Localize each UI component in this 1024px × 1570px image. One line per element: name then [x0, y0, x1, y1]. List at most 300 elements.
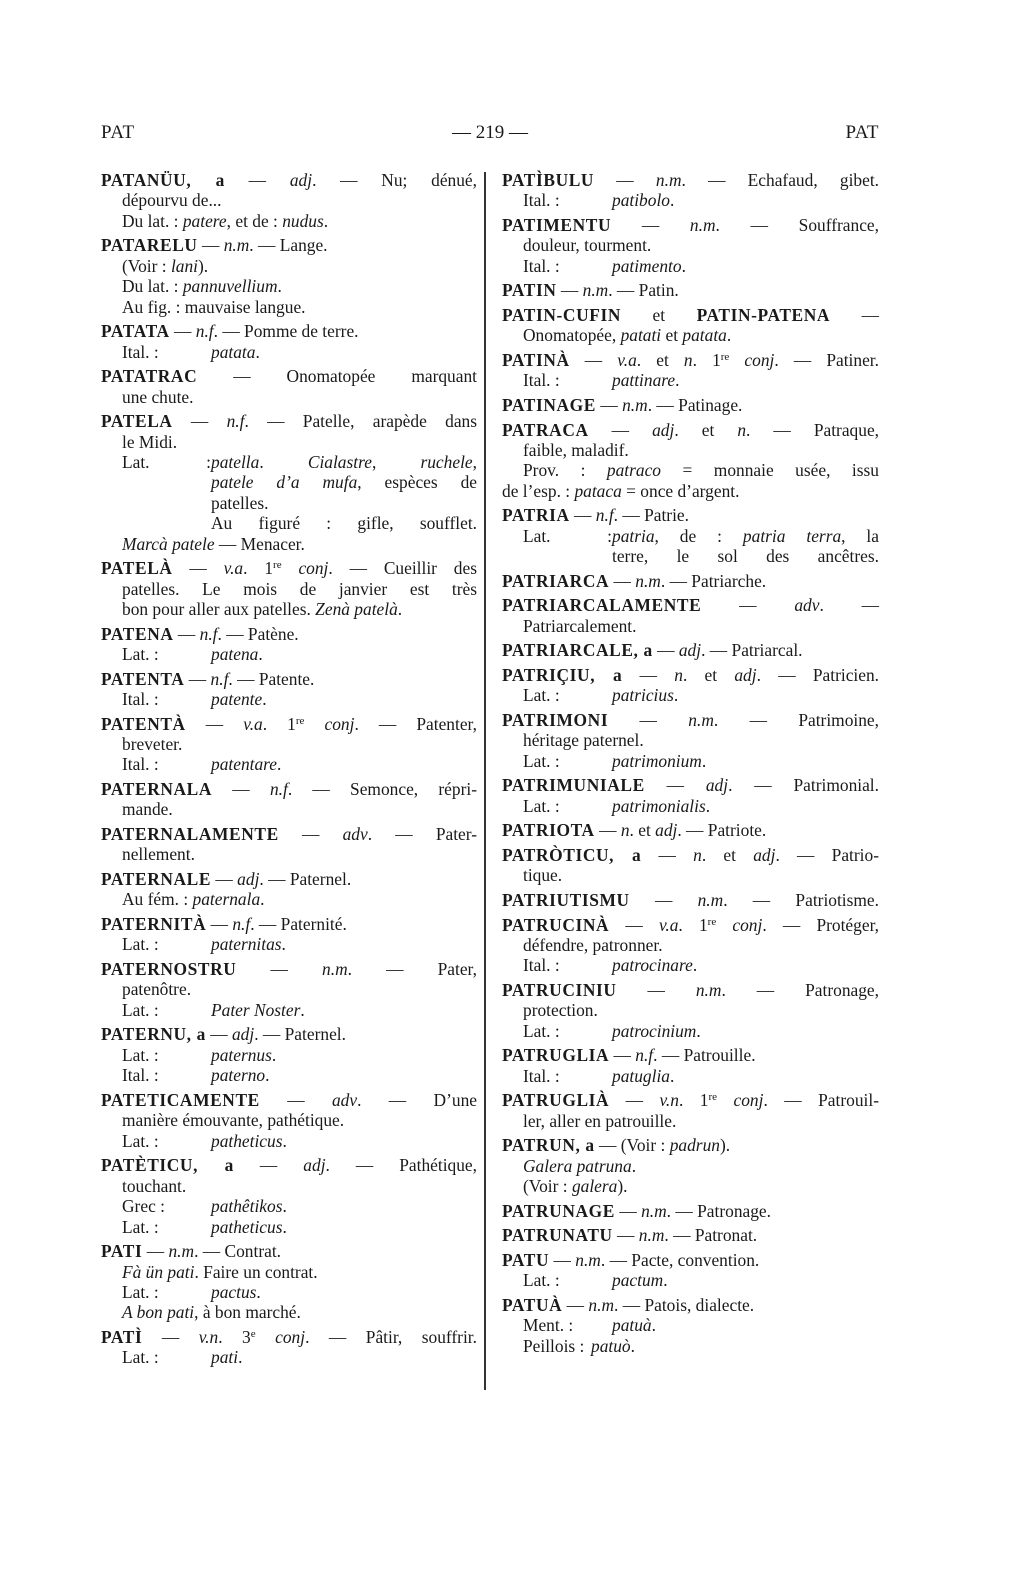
italic-text: patraco	[606, 460, 661, 481]
dictionary-entry	[101, 669, 477, 710]
italic-text: n.m	[168, 1241, 195, 1262]
entry-line	[101, 493, 477, 513]
text: — Onomatopée marquant	[197, 366, 477, 387]
dictionary-entry	[101, 1155, 477, 1237]
entry-headline	[101, 170, 477, 190]
italic-text: patricius	[612, 685, 674, 706]
etymology-label: Lat. :	[122, 999, 159, 1020]
entry-headline	[502, 280, 879, 300]
italic-text: paterno	[211, 1065, 266, 1086]
italic-text: n.m	[641, 1200, 667, 1221]
text: Au fig. : mauvaise langue.	[122, 296, 306, 317]
headword: PATENTÀ	[101, 713, 186, 734]
italic-text: n.m	[582, 280, 609, 301]
etymology-label: Lat. :	[122, 1130, 159, 1151]
text: —	[616, 980, 696, 1000]
text: .	[260, 889, 265, 910]
italic-text: n.f	[595, 505, 614, 526]
text: ,	[472, 452, 477, 473]
entry-line	[502, 685, 879, 705]
text: .	[692, 955, 698, 976]
text: . — Patenter,	[354, 713, 477, 734]
text: . — Patronage,	[721, 980, 879, 1000]
column-divider	[484, 172, 486, 1390]
etymology-label: Lat. :	[122, 452, 211, 473]
running-head	[101, 122, 879, 150]
entry-headline	[502, 505, 879, 525]
text: . — Patriarcal.	[701, 640, 803, 661]
italic-text: n	[683, 350, 693, 370]
text: . Faire un contrat.	[194, 1261, 318, 1282]
italic-text: adj	[705, 775, 729, 796]
etymology-label: Ital. :	[523, 955, 560, 976]
text: . 3	[218, 1326, 251, 1347]
text: —	[142, 1241, 169, 1262]
entry-headline	[502, 1090, 879, 1110]
text: —	[609, 570, 636, 591]
italic-text: adj	[303, 1155, 326, 1176]
entry-line	[502, 730, 879, 750]
text	[729, 350, 744, 370]
italic-text: ruchele	[420, 452, 473, 473]
entry-headline	[502, 640, 879, 660]
text: .	[262, 689, 267, 710]
text: —	[594, 170, 656, 190]
italic-text: adj	[655, 820, 678, 841]
entry-headline	[101, 869, 477, 889]
text: . — Protéger,	[762, 914, 880, 935]
entry-headline	[502, 595, 879, 615]
entry-line	[101, 276, 477, 296]
entry-headline	[101, 558, 477, 578]
text: . — Patrie.	[613, 505, 690, 526]
text: , de :	[654, 525, 743, 546]
headword: PATERNU, a	[101, 1024, 206, 1045]
italic-text: patrocinare	[612, 955, 693, 976]
entry-headline	[101, 824, 477, 844]
text: —	[206, 914, 233, 935]
text: . — Patricien.	[756, 665, 880, 685]
text: . et	[629, 820, 656, 841]
entry-line	[101, 644, 477, 664]
headword: PATRUCINIU	[502, 980, 617, 1000]
text: —	[652, 640, 679, 661]
italic-text: patrimonium	[612, 750, 702, 771]
text: (Voir :	[122, 255, 171, 276]
headword: PATRIMUNIALE	[502, 775, 645, 796]
dictionary-entry	[101, 411, 477, 554]
entry-line	[101, 844, 477, 864]
text: .	[300, 999, 305, 1020]
italic-text: padrun	[669, 1135, 720, 1156]
italic-text: patheticus	[211, 1130, 283, 1151]
entry-headline	[502, 775, 879, 795]
entry-line	[101, 472, 477, 492]
etymology-label: Ital. :	[523, 255, 560, 276]
text: . — Paternel.	[254, 1024, 346, 1045]
text: = monnaie usée, issu	[661, 460, 879, 481]
text: ).	[719, 1135, 731, 1156]
text: —	[611, 215, 690, 235]
entry-line	[101, 256, 477, 276]
text: faible, maladif.	[523, 440, 629, 460]
text: —	[629, 890, 698, 910]
entry-line	[502, 1066, 879, 1086]
text: —	[622, 665, 675, 685]
entry-line	[101, 1110, 477, 1130]
etymology-label: Lat. :	[523, 1020, 560, 1041]
entry-headline	[101, 411, 477, 431]
text: . — Patinage.	[647, 395, 743, 415]
etymology-label: Ital. :	[122, 754, 159, 775]
dictionary-entry	[502, 1045, 879, 1086]
entry-line	[502, 616, 879, 636]
headword: PATRIA	[502, 505, 570, 526]
italic-text: patuglia	[612, 1065, 670, 1086]
text: .	[631, 1155, 637, 1176]
text: . et	[636, 350, 684, 370]
entry-headline	[502, 1045, 879, 1065]
headword: PATRUN, a	[502, 1135, 595, 1156]
headword: PATERNALE	[101, 869, 212, 890]
text: .	[673, 685, 679, 706]
text: . —	[819, 595, 879, 616]
text: .	[630, 1335, 635, 1356]
headword: PATIMENTU	[502, 215, 612, 235]
superscript: e	[250, 1327, 256, 1340]
text: . — Patriote.	[677, 820, 767, 841]
text: —	[609, 1090, 660, 1111]
dictionary-entry	[502, 170, 879, 211]
italic-text: patentare	[211, 754, 278, 775]
entry-line	[502, 546, 879, 566]
entry-headline	[502, 215, 879, 235]
dictionary-entry	[101, 624, 477, 665]
italic-text: v.n	[198, 1326, 219, 1347]
etymology-label: Ital. :	[122, 1065, 159, 1086]
text: .	[669, 1065, 675, 1086]
text: manière émouvante, pathétique.	[122, 1110, 345, 1131]
italic-text: conj	[733, 1090, 764, 1111]
dictionary-entry	[101, 914, 477, 955]
text: .	[265, 1065, 270, 1086]
superscript: re	[295, 714, 305, 727]
italic-text: adj	[734, 665, 757, 685]
entry-headline	[502, 1225, 879, 1245]
headword: PATRIARCALE, a	[502, 640, 653, 661]
italic-text: n	[693, 845, 702, 865]
entry-line	[502, 935, 879, 955]
dictionary-entry	[502, 1090, 879, 1131]
headword: PATRUCINÀ	[502, 914, 610, 935]
text: .	[701, 750, 707, 771]
headword: PATATA	[101, 321, 170, 342]
entry-headline	[101, 321, 477, 341]
italic-text: n.m	[689, 215, 716, 235]
text: .	[282, 1196, 287, 1217]
superscript: re	[707, 915, 717, 928]
text: .	[726, 325, 732, 346]
italic-text: paternus	[211, 1044, 272, 1065]
dictionary-entry	[502, 350, 879, 391]
text: —	[205, 1024, 232, 1045]
dictionary-entry	[502, 820, 879, 840]
italic-text: adj	[231, 1024, 255, 1045]
italic-text: n	[737, 419, 747, 440]
entry-line	[502, 865, 879, 885]
entry-line	[101, 1302, 477, 1322]
dictionary-entry	[502, 665, 879, 706]
headword: PATENA	[101, 623, 174, 644]
italic-text: patele d’a mufa	[211, 472, 358, 493]
text: douleur, tourment.	[523, 235, 652, 256]
entry-headline	[101, 235, 477, 255]
text: .	[397, 599, 403, 620]
text: ler, aller en patrouille.	[523, 1110, 677, 1131]
text: . — Patraque,	[746, 419, 880, 440]
headword: PATENTA	[101, 668, 185, 689]
text: — (Voir :	[594, 1135, 670, 1156]
dictionary-entry	[101, 321, 477, 362]
italic-text: v.a	[223, 558, 244, 579]
entry-line	[502, 1176, 879, 1196]
text: . — Patiner.	[774, 350, 879, 370]
headword: PATERNITÀ	[101, 914, 207, 935]
text: —	[169, 321, 196, 342]
text: — Menacer.	[214, 533, 305, 554]
italic-text: A bon pati	[122, 1302, 195, 1323]
text: .	[282, 1216, 287, 1237]
italic-text: v.a	[617, 350, 637, 370]
text: ,	[371, 452, 421, 473]
headword: PATRIÇIU, a	[502, 665, 623, 685]
entry-line	[101, 1176, 477, 1196]
text: —	[236, 959, 323, 980]
italic-text: Fà ün pati	[122, 1261, 195, 1282]
italic-text: n.f	[210, 668, 229, 689]
italic-text: conj	[324, 713, 355, 734]
entry-headline	[502, 1250, 879, 1270]
text: . — Paternel.	[259, 869, 352, 890]
dictionary-entry	[502, 215, 879, 276]
text: —	[172, 411, 227, 432]
text: bon pour aller aux patelles.	[122, 599, 316, 620]
entry-line	[502, 481, 879, 501]
entry-headline	[101, 1090, 477, 1110]
etymology-label: Ital. :	[122, 341, 159, 362]
text: —	[609, 914, 659, 935]
entry-line	[502, 256, 879, 276]
dictionary-entry	[502, 571, 879, 591]
entry-line	[502, 1156, 879, 1176]
entry-headline	[101, 1327, 477, 1347]
text: —	[596, 395, 623, 415]
headword: PATRUGLIA	[502, 1045, 610, 1066]
italic-text: pathêtikos	[211, 1196, 283, 1217]
text: —	[644, 775, 706, 796]
entry-headline	[101, 1155, 477, 1175]
text: —	[212, 779, 270, 800]
text: . — Lange.	[249, 235, 328, 256]
text: —	[588, 419, 653, 440]
dictionary-entry	[502, 1295, 879, 1356]
etymology-label: Lat. :	[122, 1216, 159, 1237]
headword: PATRACA	[502, 419, 589, 440]
entry-line	[101, 1282, 477, 1302]
text: , la	[841, 525, 879, 546]
entry-line	[101, 452, 477, 472]
italic-text: patati	[620, 325, 662, 346]
entry-headline	[502, 350, 879, 370]
text: —	[830, 305, 879, 325]
text: —	[259, 1089, 332, 1110]
italic-text: adv	[331, 1089, 358, 1110]
italic-text: n.m	[223, 235, 250, 256]
text: .	[323, 210, 329, 231]
text: . — Patois, dialecte.	[614, 1295, 755, 1315]
text: —	[569, 350, 618, 370]
italic-text: patata	[211, 341, 256, 362]
text: . — Patène.	[217, 623, 299, 644]
dictionary-entry	[502, 1250, 879, 1291]
running-head-right: PAT	[845, 122, 879, 143]
text: —	[562, 1295, 589, 1315]
entry-line	[502, 235, 879, 255]
text: .	[277, 754, 282, 775]
headword: PATRUNATU	[502, 1225, 613, 1246]
etymology-label: Ital. :	[523, 1065, 560, 1086]
headword: PATÈTICU, a	[101, 1155, 234, 1176]
italic-text: patata	[682, 325, 727, 346]
headword: PATINÀ	[502, 350, 570, 370]
text: nellement.	[122, 844, 195, 865]
italic-text: n.m	[688, 710, 714, 730]
headword: PATATRAC	[101, 366, 198, 387]
headword: PATRÒTICU, a	[502, 845, 642, 865]
entry-headline	[502, 890, 879, 910]
text: patenôtre.	[122, 979, 192, 1000]
text: .	[675, 370, 680, 391]
italic-text: n.m	[695, 980, 722, 1000]
etymology-label: Lat. :	[523, 1270, 560, 1291]
headword: PATERNOSTRU	[101, 959, 237, 980]
italic-text: n	[620, 820, 630, 841]
etymology-label: Ital. :	[523, 190, 560, 211]
text: protection.	[523, 1000, 598, 1021]
italic-text: conj	[744, 350, 775, 370]
text: . 1	[262, 713, 296, 734]
headword: PATARELU	[101, 235, 198, 256]
text: .	[681, 255, 686, 276]
text: . et	[674, 419, 738, 440]
italic-text: n.f	[199, 623, 218, 644]
text: = once d’argent.	[621, 480, 740, 501]
text: .	[238, 1347, 243, 1368]
headword: PATRUGLIÀ	[502, 1090, 610, 1111]
headword: PATELÀ	[101, 558, 173, 579]
dictionary-entry	[502, 640, 879, 660]
italic-text: n.f	[635, 1045, 654, 1066]
text: . — Pâtir, souffrir.	[305, 1326, 477, 1347]
text	[282, 558, 299, 578]
text: —	[197, 235, 224, 256]
text: —	[184, 668, 211, 689]
text: patelles.	[211, 492, 269, 513]
entry-line	[101, 734, 477, 754]
text: breveter.	[122, 734, 183, 755]
entry-headline	[101, 714, 477, 734]
italic-text: n.f	[269, 779, 288, 800]
italic-text: pataca	[574, 480, 622, 501]
italic-text: n.f	[226, 411, 245, 432]
italic-text: n.f	[232, 914, 251, 935]
italic-text: Galera patruna	[523, 1155, 632, 1176]
running-head-left: PAT	[101, 122, 135, 143]
italic-text: Pater Noster	[211, 999, 301, 1020]
italic-text: patibolo	[612, 190, 670, 211]
text: —	[278, 824, 343, 845]
text: héritage paternel.	[523, 730, 644, 751]
text: de l’esp. :	[502, 480, 575, 501]
text: .	[282, 1130, 287, 1151]
entry-line	[101, 979, 477, 999]
entry-headline	[502, 980, 879, 1000]
dictionary-entry	[502, 305, 879, 346]
entry-line	[101, 297, 477, 317]
text: . — Patelle, arapède dans	[244, 411, 477, 432]
italic-text: pannuvellium	[182, 276, 278, 297]
text: .	[696, 1020, 701, 1041]
italic-text: patheticus	[211, 1216, 283, 1237]
headword: PATUÀ	[502, 1295, 563, 1315]
entry-line	[101, 1065, 477, 1085]
entry-line	[101, 432, 477, 452]
headword: PATIN-PATENA	[696, 305, 831, 325]
italic-text: galera	[571, 1176, 618, 1197]
italic-text: n.f	[195, 321, 214, 342]
italic-text: adj	[652, 419, 675, 440]
entry-headline	[502, 845, 879, 865]
entry-headline	[502, 170, 879, 190]
entry-headline	[101, 624, 477, 644]
entry-line	[101, 211, 477, 231]
italic-text: patria terra	[742, 525, 842, 546]
text: —	[701, 595, 795, 616]
entry-headline	[101, 669, 477, 689]
italic-text: n.m	[635, 570, 661, 591]
dictionary-entry	[101, 869, 477, 910]
etymology-label: Lat. :	[523, 685, 560, 706]
text: —	[185, 713, 244, 734]
text: . — Patronat.	[664, 1225, 758, 1246]
entry-line	[502, 1111, 879, 1131]
entry-headline	[502, 1201, 879, 1221]
dictionary-entry	[101, 1241, 477, 1323]
entry-headline	[502, 395, 879, 415]
text: . — Patriarche.	[660, 570, 767, 591]
text: —	[233, 1155, 304, 1176]
italic-text: patuà	[612, 1315, 652, 1336]
headword: PATRIUTISMU	[502, 890, 630, 910]
text: et	[661, 325, 683, 346]
text: .	[258, 644, 263, 665]
text: . 1	[678, 914, 708, 935]
dictionary-entry	[101, 170, 477, 231]
italic-text: adj	[678, 640, 702, 661]
etymology-label: Lat. :	[523, 795, 560, 816]
dictionary-entry	[101, 1090, 477, 1151]
text: dépourvu de...	[122, 190, 222, 211]
